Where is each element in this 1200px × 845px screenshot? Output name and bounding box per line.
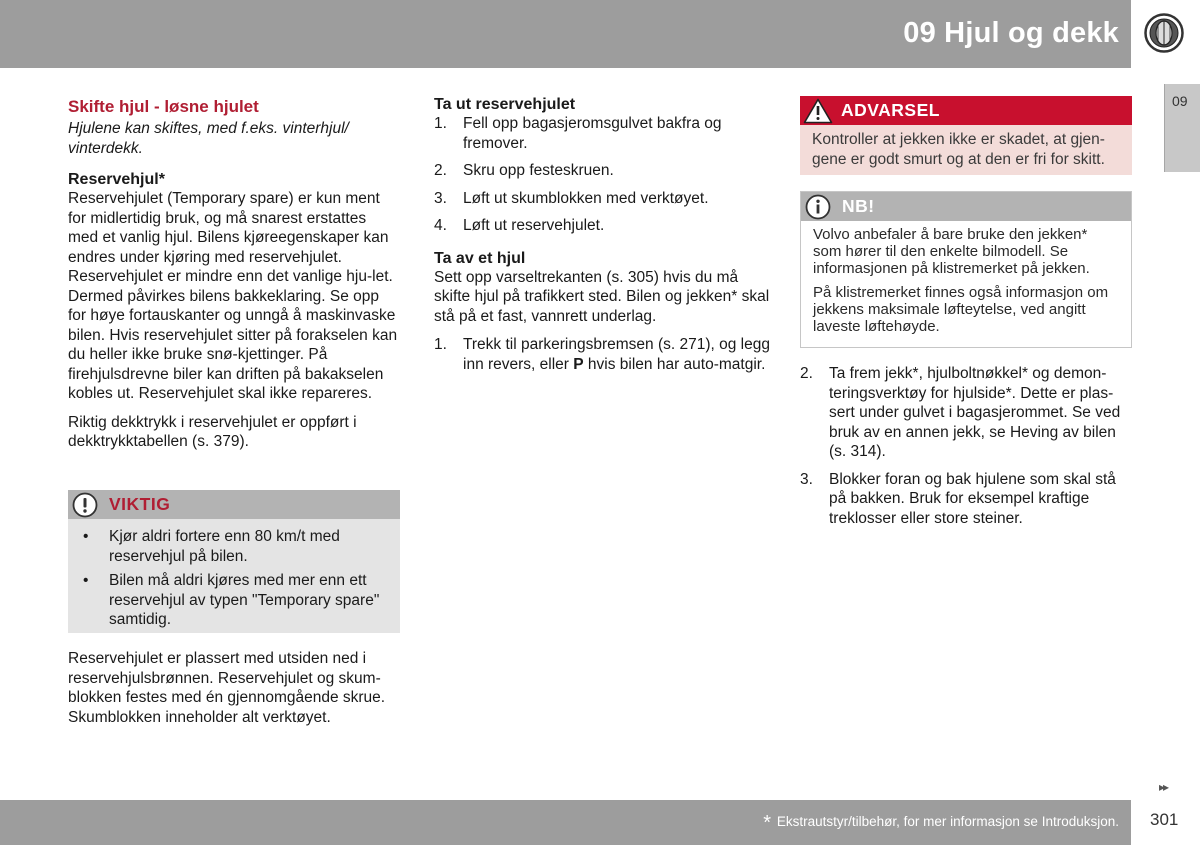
advarsel-label: ADVARSEL	[841, 100, 940, 120]
dekktrykk-paragraph: Riktig dekktrykk i reservehjulet er oppført i dekktrykktabellen (s. 379).	[68, 413, 357, 450]
advarsel-box	[800, 96, 1132, 175]
section-intro: Hjulene kan skiftes, med f.eks. vinterhjul/ vinterdekk.	[68, 120, 349, 157]
nb-box	[800, 191, 1132, 348]
list-item: 1. Trekk til parkeringsbremsen (s. 271), og legg inn revers, eller P hvis bilen har auto-matgir.	[434, 336, 770, 373]
advarsel-text: Kontroller at jekken ikke er skadet, at gjen-gene er godt smurt og at den er fri for skitt.	[812, 131, 1105, 168]
viktig-header	[68, 490, 400, 519]
ta-av-heading: Ta av et hjul	[434, 249, 526, 267]
advarsel-header	[800, 96, 1132, 125]
list-item: 3. Blokker foran og bak hjulene som skal stå på bakken. Bruk for eksempel kraftige treklosser eller store steiner.	[800, 470, 1116, 527]
column-2	[434, 95, 770, 382]
chapter-icon-box	[1131, 0, 1200, 68]
placement-paragraph: Reservehjulet er plassert med utsiden ned i reservehjulsbrønnen. Reservehjulet og skum-blokken festes med én gjennomgående skrue. Skumblokken inneholder alt verktøyet.	[68, 650, 386, 726]
list-item: • Bilen må aldri kjøres med mer enn ett reservehjul av typen "Temporary spare" samtidig.	[83, 572, 380, 628]
list-item: 1. Fell opp bagasjeromsgulvet bakfra og fremover.	[434, 115, 722, 152]
chapter-header	[0, 0, 1131, 68]
nb-label: NB!	[842, 196, 875, 216]
column-3-steps	[800, 364, 1132, 536]
ta-av-paragraph: Sett opp varseltrekanten (s. 305) hvis du må skifte hjul på trafikkert sted. Bilen og jekken* skal stå på et fast, vannrett underlag.	[434, 268, 770, 325]
chapter-side-tab[interactable]	[1164, 84, 1200, 172]
next-page-arrow-icon[interactable]: ▸▸	[1159, 780, 1168, 794]
info-icon	[805, 194, 831, 220]
bullet: •	[83, 572, 89, 589]
viktig-list	[68, 519, 400, 630]
footnote-star: *	[763, 812, 772, 834]
section-title: Skifte hjul - løsne hjulet	[68, 97, 259, 116]
ta-ut-heading: Ta ut reservehjulet	[434, 96, 576, 113]
chapter-title: 09 Hjul og dekk	[903, 17, 1119, 49]
exclamation-icon	[72, 492, 98, 518]
viktig-box	[68, 490, 400, 633]
reservehjul-paragraph: Reservehjulet (Temporary spare) er kun ment for midlertidig bruk, og må snarest erstattes med et vanlig hjul. Bilens kjøreegenskaper kan endres under kjøring med reservehjulet. Reservehjulet er mindre enn det vanlige hju-let. Dermed påvirkes bilens bakkeklaring. Se opp for høye fortauskanter og unngå å maskinvaske bilen. Hvis reservehjulet sitter på forakselen kan du heller ikke bruke snø-kjettinger. På firehjulsdrevne biler kan driften på bakakselen kobles ut. Reservehjulet skal ikke repareres.	[68, 190, 398, 402]
column-1	[68, 95, 400, 452]
list-item: • Kjør aldri fortere enn 80 km/t med reservehjul på bilen.	[83, 528, 340, 565]
ta-av-steps	[434, 335, 770, 374]
page-number: 301	[1150, 810, 1179, 829]
warning-triangle-icon	[803, 98, 833, 124]
footnote	[763, 813, 1119, 832]
nb-header	[801, 192, 1131, 221]
tire-icon	[1144, 13, 1184, 53]
nb-text-1: Volvo anbefaler å bare bruke den jekken* som hører til den enkelte bilmodell. Se informasjonen på klistremerket på jekken.	[813, 226, 1090, 277]
viktig-label: VIKTIG	[109, 494, 171, 514]
list-item: 2. Skru opp festeskruen.	[434, 162, 614, 179]
reservehjul-heading: Reservehjul*	[68, 171, 165, 188]
nb-text-2: På klistremerket finnes også informasjon om jekkens maksimale løfteytelse, ved angitt laveste løftehøyde.	[813, 284, 1109, 335]
footnote-text: Ekstrautstyr/tilbehør, for mer informasjon se Introduksjon.	[776, 814, 1119, 829]
page-footer	[0, 800, 1131, 845]
ta-ut-steps	[434, 114, 770, 236]
chapter-tab-label: 09	[1172, 93, 1188, 109]
list-item: 3. Løft ut skumblokken med verktøyet.	[434, 189, 709, 207]
list-item: 4. Løft ut reservehjulet.	[434, 217, 605, 234]
placement-paragraph-block	[68, 649, 400, 727]
bullet: •	[83, 528, 89, 545]
list-item: 2. Ta frem jekk*, hjulboltnøkkel* og demon-teringsverktøy for hjulside*. Dette er plas-sert under gulvet i bagasjerommet. Se ved bruk av en annen jekk, se Heving av bilen (s. 314).	[800, 365, 1121, 460]
page-number-box	[1131, 800, 1200, 845]
